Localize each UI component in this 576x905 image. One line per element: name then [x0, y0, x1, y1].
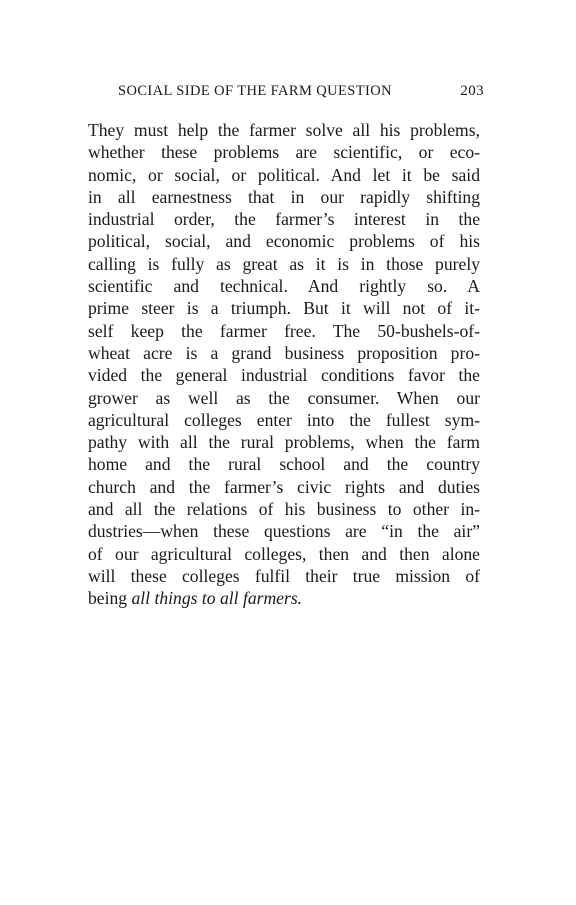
text-line: scientific and technical. And rightly so. A [88, 276, 480, 297]
text-line: will these colleges fulfil their true mission of [88, 565, 480, 586]
running-head [118, 83, 484, 103]
final-line-text: being [88, 588, 132, 609]
text-line: vided the general industrial conditions favor the [88, 365, 480, 386]
running-head-title: SOCIAL SIDE OF THE FARM QUESTION [118, 83, 392, 99]
body-paragraph [88, 119, 480, 610]
text-line: agricultural colleges enter into the fullest sym- [88, 409, 480, 430]
text-line: prime steer is a triumph. But it will not of it- [88, 298, 480, 319]
text-line: industrial order, the farmer’s interest in the [88, 209, 480, 230]
text-line: home and the rural school and the country [88, 454, 480, 475]
text-line: in all earnestness that in our rapidly shifting [88, 186, 480, 207]
text-line: church and the farmer’s civic rights and duties [88, 476, 480, 497]
text-line: They must help the farmer solve all his problems, [88, 120, 480, 140]
text-line: nomic, or social, or political. And let it be said [88, 164, 480, 185]
emphasized-phrase: all things to all farmers. [131, 588, 303, 609]
text-line: grower as well as the consumer. When our [88, 387, 480, 408]
page-number: 203 [460, 83, 484, 99]
text-line: wheat acre is a grand business proposition pro- [88, 342, 480, 363]
text-line: pathy with all the rural problems, when the farm [88, 432, 480, 453]
text-line: dustries—when these questions are “in the air” [88, 521, 480, 542]
text-line: whether these problems are scientific, or eco- [88, 142, 480, 163]
text-line: political, social, and economic problems of his [88, 231, 480, 252]
text-line: of our agricultural colleges, then and then alone [88, 543, 480, 564]
text-line: self keep the farmer free. The 50-bushels-of- [88, 320, 480, 341]
text-line-final [88, 587, 480, 609]
text-line: calling is fully as great as it is in those purely [88, 253, 480, 274]
text-line: and all the relations of his business to other in- [88, 499, 480, 520]
